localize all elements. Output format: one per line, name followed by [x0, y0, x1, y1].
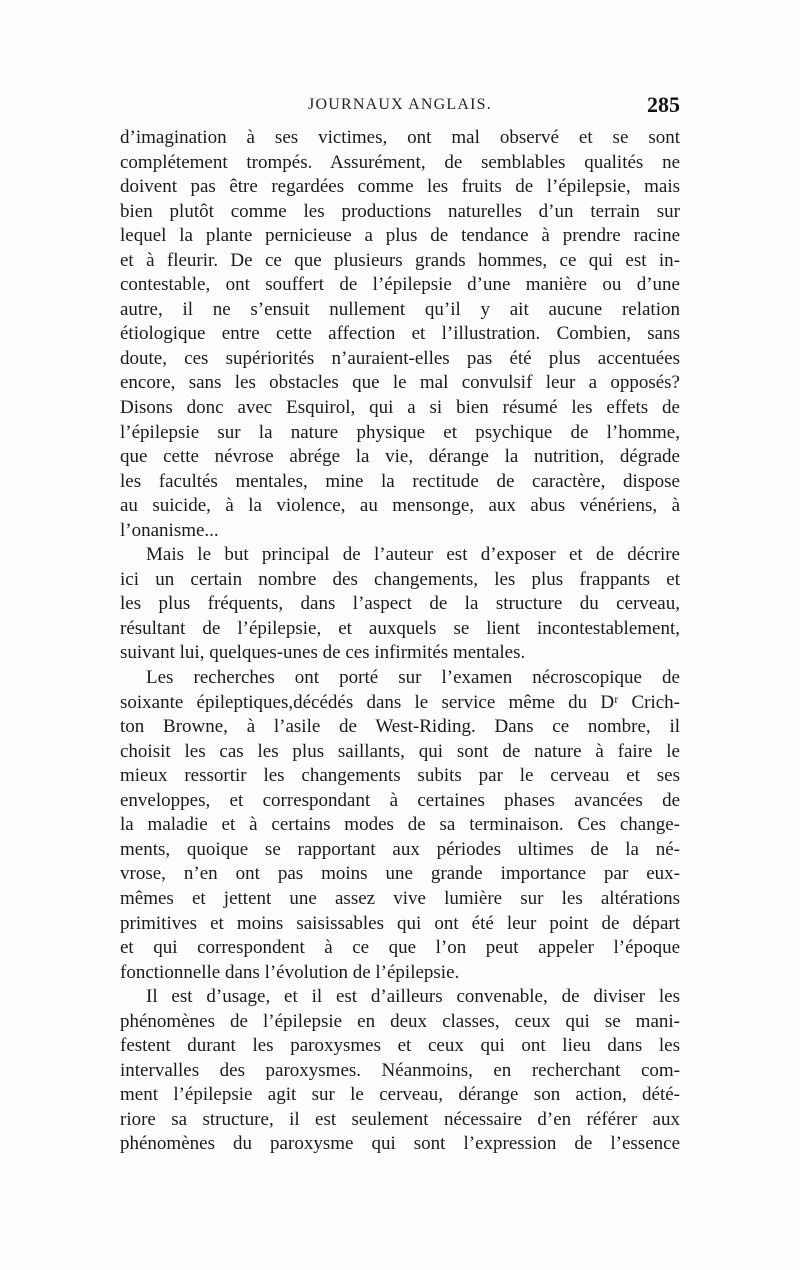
text-line: phénomènes de l’épilepsie en deux classes, ceux qui se mani- [120, 1010, 680, 1032]
text-line: l’épilepsie sur la nature physique et psychique de l’homme, [120, 421, 680, 443]
text-line: les facultés mentales, mine la rectitude de caractère, dispose [120, 470, 680, 492]
text-line: que cette névrose abrége la vie, dérange la nutrition, dégrade [120, 446, 680, 468]
text-line: choisit les cas les plus saillants, qui sont de nature à faire le [120, 740, 680, 762]
running-head [120, 92, 680, 122]
text-line: bien plutôt comme les productions naturelles d’un terrain sur [120, 200, 680, 222]
page-number: 285 [647, 92, 680, 117]
text-line: doute, ces supériorités n’auraient-elles pas été plus accentuées [120, 347, 680, 369]
text-line: enveloppes, et correspondant à certaines phases avancées de [120, 789, 680, 811]
text-line: primitives et moins saisissables qui ont été leur point de départ [120, 912, 680, 934]
text-line: ton Browne, à l’asile de West-Riding. Dans ce nombre, il [120, 716, 680, 738]
text-line: complétement trompés. Assurément, de semblables qualités ne [120, 151, 680, 173]
text-line: vrose, n’en ont pas moins une grande importance par eux- [120, 863, 680, 885]
text-line: doivent pas être regardées comme les fruits de l’épilepsie, mais [120, 176, 680, 198]
text-line: l’onanisme... [120, 519, 219, 541]
text-line: encore, sans les obstacles que le mal convulsif leur a opposés? [120, 372, 680, 394]
text-line: Disons donc avec Esquirol, qui a si bien résumé les effets de [120, 397, 680, 419]
text-line: lequel la plante pernicieuse a plus de tendance à prendre racine [120, 225, 680, 247]
text-line: Les recherches ont porté sur l’examen nécroscopique de [146, 667, 680, 689]
text-line: et qui correspondent à ce que l’on peut appeler l’époque [120, 937, 680, 959]
text-line: Mais le but principal de l’auteur est d’exposer et de décrire [146, 544, 680, 566]
text-line: ments, quoique se rapportant aux périodes ultimes de la né- [120, 838, 680, 860]
text-line: soixante épileptiques,décédés dans le service même du Dʳ Crich- [120, 691, 680, 713]
body-text [120, 126, 680, 1157]
text-line: intervalles des paroxysmes. Néanmoins, en recherchant com- [120, 1059, 680, 1081]
running-title: JOURNAUX ANGLAIS. [308, 96, 492, 113]
text-line: suivant lui, quelques-unes de ces infirmités mentales. [120, 642, 526, 664]
text-line: d’imagination à ses victimes, ont mal observé et se sont [120, 127, 680, 148]
text-line: Il est d’usage, et il est d’ailleurs convenable, de diviser les [146, 986, 680, 1008]
text-line: ment l’épilepsie agit sur le cerveau, dérange son action, dété- [120, 1084, 680, 1106]
text-line: au suicide, à la violence, au mensonge, aux abus vénériens, à [120, 495, 680, 517]
text-line: résultant de l’épilepsie, et auxquels se lient incontestablement, [120, 617, 680, 639]
text-line: riore sa structure, il est seulement nécessaire d’en référer aux [120, 1108, 680, 1130]
text-line: étiologique entre cette affection et l’illustration. Combien, sans [120, 323, 680, 345]
text-line: festent durant les paroxysmes et ceux qui ont lieu dans les [120, 1035, 680, 1057]
text-line: phénomènes du paroxysme qui sont l’expression de l’essence [120, 1133, 680, 1155]
text-line: fonctionnelle dans l’évolution de l’épilepsie. [120, 961, 460, 983]
text-line: autre, il ne s’ensuit nullement qu’il y ait aucune relation [120, 298, 680, 320]
text-line: et à fleurir. De ce que plusieurs grands hommes, ce qui est in- [120, 249, 680, 271]
text-line: la maladie et à certains modes de sa terminaison. Ces change- [120, 814, 680, 836]
text-line: mieux ressortir les changements subits par le cerveau et ses [120, 765, 680, 787]
text-line: contestable, ont souffert de l’épilepsie d’une manière ou d’une [120, 274, 680, 296]
text-line: ici un certain nombre des changements, les plus frappants et [120, 568, 680, 590]
text-line: mêmes et jettent une assez vive lumière sur les altérations [120, 887, 680, 909]
text-line: les plus fréquents, dans l’aspect de la structure du cerveau, [120, 593, 680, 615]
